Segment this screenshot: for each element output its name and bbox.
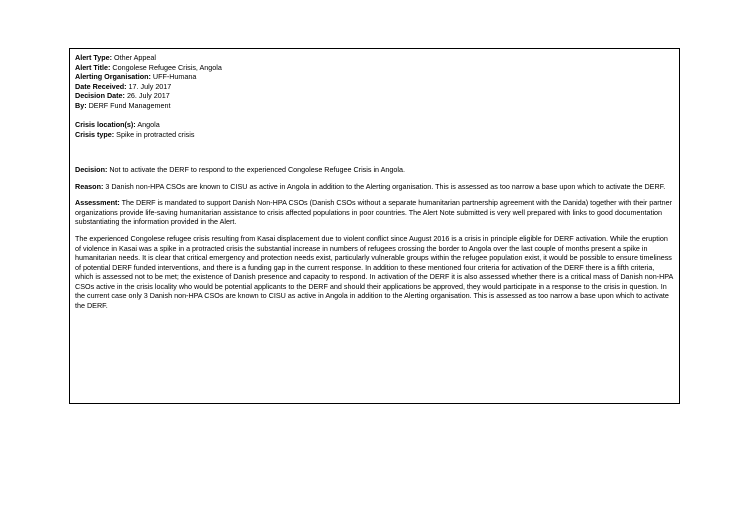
decision-date-label: Decision Date: [75, 91, 125, 101]
reason-paragraph [75, 182, 674, 192]
crisis-location-row [75, 120, 674, 130]
alert-type-row [75, 53, 674, 63]
assessment-text: The DERF is mandated to support Danish Non-HPA CSOs (Danish CSOs without a separate humanitarian partnership agreement with the Danida) together with their partner organizations provide life-saving humanitarian assistance to crisis affected populations in poor countries. The Alert Note submitted is very well prepared with links to good documentation substantiating the information provided in the Alert. [75, 198, 673, 227]
decision-date-row [75, 91, 674, 101]
by-label: By: [75, 100, 87, 110]
decision-text: Not to activate the DERF to respond to the experienced Congolese Refugee Crisis in Angola. [109, 164, 406, 174]
date-received-row [75, 82, 674, 92]
alerting-org-row [75, 72, 674, 82]
date-received-value: 17. July 2017 [128, 81, 172, 91]
alert-title-value: Congolese Refugee Crisis, Angola [112, 62, 222, 72]
decision-date-value: 26. July 2017 [126, 91, 170, 101]
reason-text: 3 Danish non-HPA CSOs are known to CISU as active in Angola in addition to the Alerting organisation. This is assessed as too narrow a base upon which to activate the DERF. [105, 181, 666, 191]
crisis-location-value: Angola [137, 120, 160, 130]
alert-title-label: Alert Title: [75, 62, 111, 72]
body-paragraph [75, 234, 674, 311]
alerting-org-value: UFF-Humana [152, 72, 197, 82]
assessment-paragraph [75, 198, 674, 227]
by-row [75, 101, 674, 111]
alert-title-row [75, 63, 674, 73]
assessment-label: Assessment: [75, 198, 120, 208]
decision-paragraph [75, 165, 674, 175]
reason-label: Reason: [75, 181, 104, 191]
by-value: DERF Fund Management [88, 100, 171, 110]
alert-type-value: Other Appeal [114, 53, 156, 62]
crisis-type-value: Spike in protracted crisis [116, 129, 195, 139]
alerting-org-label: Alerting Organisation: [75, 72, 151, 82]
crisis-type-label: Crisis type: [75, 129, 115, 139]
date-received-label: Date Received: [75, 81, 127, 91]
decision-label: Decision: [75, 164, 108, 174]
alert-decision-box [69, 48, 680, 404]
body-text: The experienced Congolese refugee crisis resulting from Kasai displacement due to violent conflict since August 2016 is a crisis in principle eligible for DERF activation. While the eruption of violence in Kasai was a spike in a protracted crisis the substantial increase in numbers of refugees crossing the border to Angola over the last couple of months present a spike in humanitarian needs. It is clear that critical emergency and protection needs exist, particularly vulnerable groups within the refugee population exist, it would be possible to ensure timeliness of potential DERF funded interventions, and there is a funding gap in the current response. In addition to these mentioned four criteria for activation of the DERF there is a fifth criteria, which is assessed not to be met; the existence of Danish presence and capacity to respond. In activation of the DERF it is also assessed whether there is a critical mass of Danish non-HPA CSOs active in the crisis locality who would be potential applicants to the DERF and should their applications be approved, they would participate in a response to the crisis in question. In the current case only 3 Danish non-HPA CSOs are known to CISU as active in Angola in addition to the Alerting organisation. This is assessed as too narrow a base upon which to activate the DERF. [75, 233, 673, 311]
crisis-location-label: Crisis location(s): [75, 120, 136, 130]
alert-type-label: Alert Type: [75, 53, 113, 62]
crisis-type-row [75, 130, 674, 140]
